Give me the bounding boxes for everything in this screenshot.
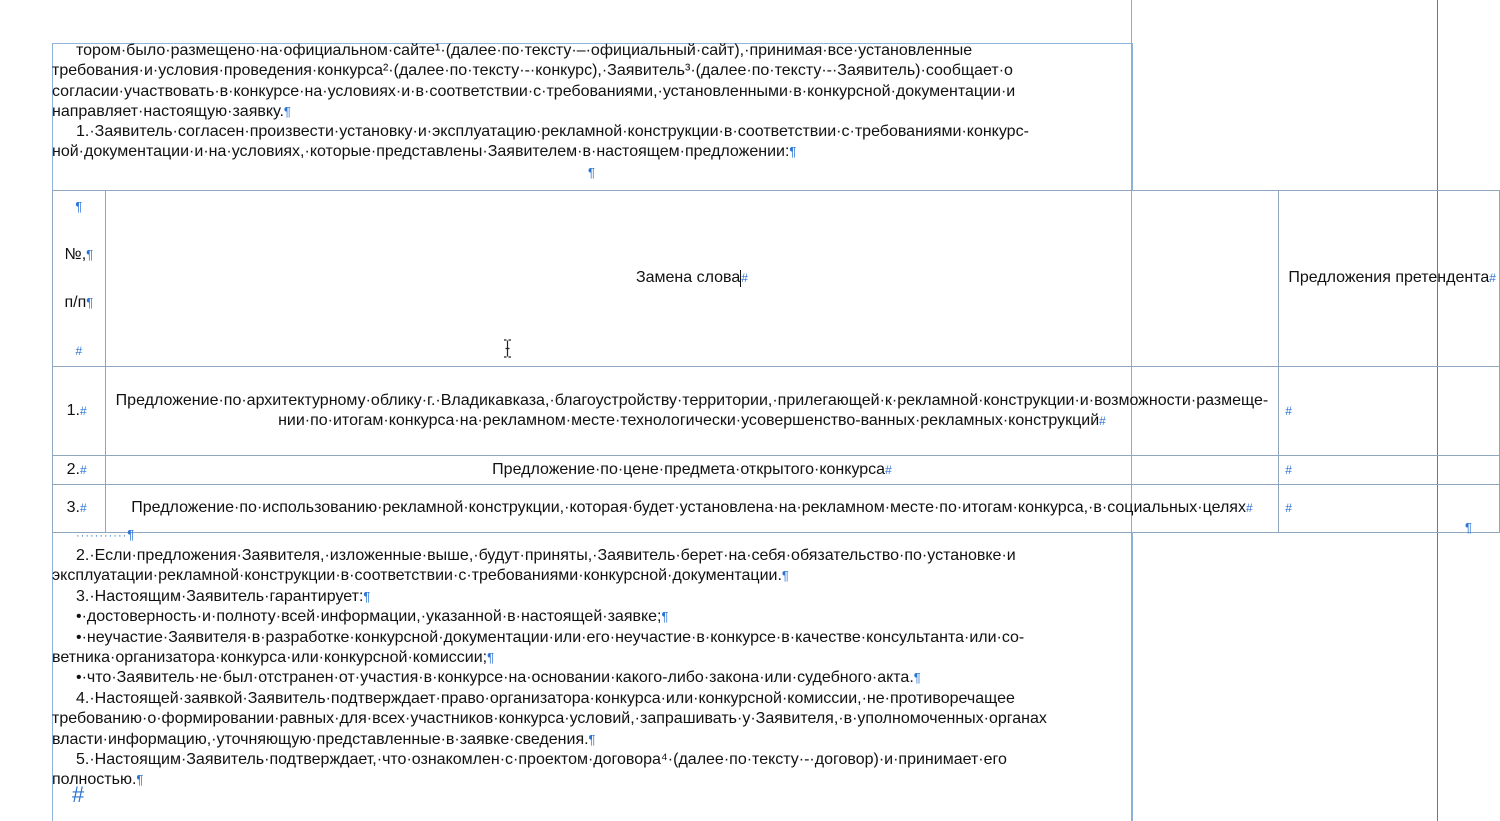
point-4-line-2: требованию·о·формировании·равных·для·всех·участников·конкурса·условий,·запрашивать·у·Заявителя,·в·уполномоченных·органах — [52, 710, 1047, 728]
cell-end-mark: # — [1099, 413, 1106, 428]
point-1-paragraph[interactable] — [52, 122, 1131, 183]
header-proposal-label: Предложения претендента — [1288, 269, 1490, 287]
row-text-cell[interactable]: Предложение·по·использованию·рекламной·конструкции,·которая·будет·установлена·на·рекламном·месте·по·итогам·конкурса,·в·социальных·целях# — [105, 485, 1279, 533]
empty-paragraph-after-table: ···········¶ — [76, 527, 136, 542]
point-4-line-1: 4.·Настоящей·заявкой·Заявитель·подтверждает·право·организатора·конкурса·или·конкурсной·комиссии,·не·противоречащее — [76, 690, 1015, 707]
point-3-bullet-2-line-1: •·неучастие·Заявителя·в·разработке·конкурсной·документации·или·его·неучастие·в·конкурсе·в·качестве·консультанта·или·со- — [76, 628, 1025, 646]
row-number-cell[interactable]: 2.# — [53, 456, 106, 485]
table-row — [53, 456, 1500, 485]
empty-paragraph — [52, 163, 1131, 183]
point-5-line-2: полностью.¶ — [52, 771, 144, 789]
cell-end-mark: # — [79, 403, 87, 418]
row-number-cell[interactable]: 3.# — [53, 485, 106, 533]
header-replacement-label: Замена слова — [635, 269, 741, 287]
point-4-paragraph[interactable] — [52, 689, 1131, 750]
point-2-line-1: 2.·Если·предложения·Заявителя,·изложенные·выше,·будут·приняты,·Заявитель·берет·на·себя·обязательство·по·установке·и — [76, 547, 1016, 564]
header-replacement-cell[interactable] — [105, 191, 1279, 367]
point-2-line-2: эксплуатации·рекламной·конструкции·в·соответствии·с·требованиями·конкурсной·документации.¶ — [52, 567, 789, 585]
intro-line-4: направляет·настоящую·заявку.¶ — [52, 102, 291, 120]
cell-end-mark: # — [79, 501, 87, 516]
point-1-line-1: 1.·Заявитель·согласен·произвести·установку·и·эксплуатацию·рекламной·конструкции·в·соответствии·с·требованиями·конкурс- — [76, 123, 1029, 140]
point-5-paragraph[interactable] — [52, 750, 1131, 791]
point-3-bullet-3: •·что·Заявитель·не·был·отстранен·от·участия·в·конкурсе·на·основании·какого-либо·закона·или·судебного·акта.¶ — [76, 669, 921, 687]
point-3-bullet-1: •·достоверность·и·полноту·всей·информации,·указанной·в·настоящей·заявке;¶ — [76, 608, 669, 626]
header-proposal-cell[interactable] — [1279, 191, 1500, 367]
pilcrow-mark: ¶ — [781, 568, 789, 584]
cell-end-mark: # — [1245, 501, 1253, 516]
point-5-line-1: 5.·Настоящим·Заявитель·подтверждает,·что·ознакомлен·с·проектом·договора⁴·(далее·по·тексту·-·договор)·и·принимает·его — [76, 751, 1007, 768]
row-proposal-cell[interactable] — [1279, 367, 1500, 456]
cell-end-mark: # — [1285, 462, 1292, 477]
pilcrow-mark: ¶ — [127, 527, 136, 542]
cell-end-mark: # — [1285, 501, 1292, 516]
pilcrow-mark: ¶ — [661, 609, 669, 625]
point-1-line-2: ной·документации·и·на·условиях,·которые·представлены·Заявителем·в·настоящем·предложении:¶ — [52, 143, 797, 161]
table-header-row — [53, 191, 1500, 367]
table-row — [53, 485, 1500, 533]
ibeam-cursor-icon — [503, 339, 512, 358]
cell-end-mark: # — [1489, 271, 1496, 286]
pilcrow-mark: ¶ — [86, 246, 94, 262]
cell-end-mark: # — [741, 271, 748, 286]
table-end-mark: ¶ — [1465, 520, 1472, 535]
pilcrow-mark: ¶ — [136, 772, 144, 788]
cell-end-mark: # — [885, 462, 892, 477]
intro-line-2: требования·и·условия·проведения·конкурса²·(далее·по·тексту·-·конкурс),·Заявитель³·(далее·по·тексту·-·Заявитель)·сообщает·о — [52, 62, 1013, 80]
row-proposal-cell[interactable] — [1279, 456, 1500, 485]
pilcrow-mark: ¶ — [789, 144, 797, 160]
intro-paragraph[interactable] — [52, 41, 1131, 122]
point-4-line-3: власти·информацию,·уточняющую·представленные·в·заявке·сведения.¶ — [52, 730, 596, 748]
pilcrow-mark: ¶ — [913, 670, 921, 686]
table-row — [53, 367, 1500, 456]
pilcrow-mark: ¶ — [487, 649, 495, 665]
story-end-mark: # — [72, 782, 85, 807]
row-text-cell[interactable]: Предложение·по·цене·предмета·открытого·конкурса# — [105, 456, 1279, 485]
point-3-bullet-2-line-2: ветника·организатора·конкурса·или·конкурсной·комиссии;¶ — [52, 648, 495, 666]
intro-line-3: согласии·участвовать·в·конкурсе·на·условиях·и·в·соответствии·с·требованиями,·установленными·в·конкурсной·документации·и — [52, 82, 1016, 100]
cell-end-mark: # — [79, 462, 87, 477]
pilcrow-mark: ¶ — [75, 198, 83, 214]
point-3-paragraph[interactable] — [52, 587, 1131, 688]
cell-end-mark: # — [1285, 403, 1292, 418]
header-number-cell[interactable] — [53, 191, 106, 367]
row-number-cell[interactable]: 1.# — [53, 367, 106, 456]
row-text-cell[interactable]: Предложение·по·архитектурному·облику·г.·Владикавказа,·благоустройству·территории,·прилегающей·к·рекламной·конструкции·и·возможности·размеще-нии·по·итогам·конкурса·на·рекламном·месте·технологически·усовершенство-ванных·рекламных·конструкций# — [105, 367, 1279, 456]
proposal-table[interactable] — [52, 190, 1500, 533]
pilcrow-mark: ¶ — [363, 589, 371, 604]
pilcrow-mark: ¶ — [588, 164, 595, 180]
point-2-paragraph[interactable] — [52, 546, 1131, 587]
header-number-label: №, — [64, 245, 87, 263]
header-number-sublabel: п/п — [64, 293, 87, 311]
pilcrow-mark: ¶ — [86, 294, 94, 310]
point-3-title: 3.·Настоящим·Заявитель·гарантирует:¶ — [76, 588, 371, 605]
intro-line-1: тором·было·размещено·на·официальном·сайте¹·(далее·по·тексту·–·официальный·сайт),·принимая·все·установленные — [76, 42, 973, 59]
cell-end-mark: # — [75, 343, 83, 358]
pilcrow-mark: ¶ — [588, 731, 596, 747]
pilcrow-mark: ¶ — [283, 103, 291, 119]
